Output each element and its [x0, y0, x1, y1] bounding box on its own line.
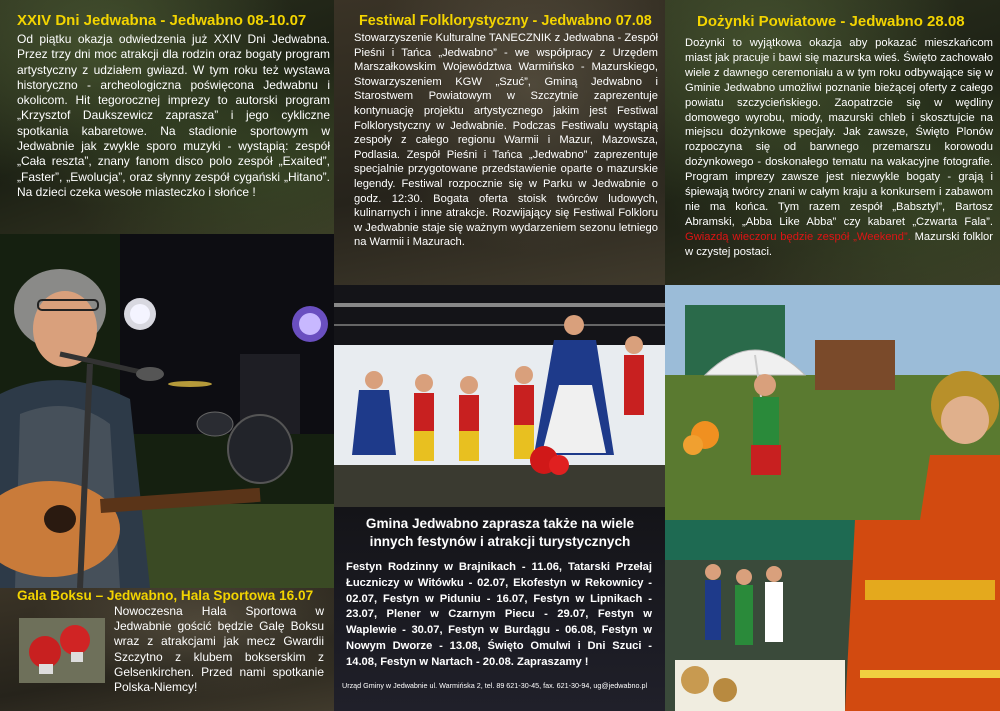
folk-dancers-photo: [334, 285, 665, 507]
middle-text-panel: [334, 0, 665, 285]
boxing-panel: [0, 588, 334, 711]
boxing-gloves-icon: [19, 618, 105, 683]
musician-illustration: [0, 234, 334, 588]
right-text-panel: [665, 0, 1000, 285]
middle-body: Stowarzyszenie Kulturalne TANECZNIK z Jedwabna - Zespół Pieśni i Tańca „Jedwabno” - we współpracy z Urzędem Marszałkowskim Województwa Warmińsko - Mazurskiego, Stowarzyszeniem KGW „Szuć”, Gminą Jedwabno i Starostwem Powiatowym w Szczytnie zaprezentuje kontynuację projektu artystycznego jakim jest Festiwal Folklorystyczny w Jedwabnie. Podczas Festiwalu wystąpią zespoły z całego regionu Warmii i Mazur, Mazowsza, Podlasia. Zespół Pieśni i Tańca „Jedwabno” zaprezentuje specjalnie przygotowane przedstawienie oparte o mazurskie legendy. Festiwal rozpocznie się w Parku w Jedwabnie o godz. 12:30. Bogata oferta stoisk twórców ludowych, kulinarnych i inne atrakcje. Rozwijający się Festiwal Folkloru w Jedwabnie staje się ważnym wydarzeniem sezonu letniego na Warmii i Mazurach.: [354, 32, 658, 249]
market-stalls-photo: [665, 520, 1000, 711]
right-body-main: Dożynki to wyjątkowa okazja aby pokazać mieszkańcom miast jak pracuje i bawi się mazurska wieś. Święto zachowało wiele z dawnego ceremoniału a w tym roku odbywające się w Gminie Jedwabno umożliwi poznanie bieżącej oferty z całego powiatu szczycieńskiego. Zaopatrzcie się w wędliny domowego wyrobu, miody, mazurski chleb i skosztujcie na miejscu dożynkowe specjały. Jak zawsze, Święto Plonów rozpoczyna się od barwnego przemarszu korowodu dożynkowego - doskonałego tematu na wakacyjne fotografie. Program imprezy zawsze jest niezwykle bogaty - grają i śpiewają twórcy znani w całym kraju a konkursem i zabawom nie ma końca. Tym razem zespół „Babsztyl”, Bartosz Abramski, „Abba Like Abba” czy kabaret „Czwarta Fala”.: [685, 37, 993, 228]
right-body-highlight: Gwiazdą wieczoru będzie zespół „Weekend”.: [685, 230, 911, 243]
harvest-illustration: [665, 285, 1000, 520]
stalls-illustration: [665, 520, 1000, 711]
invite-footer: Urząd Gminy w Jedwabnie ul. Warmińska 2, tel. 89 621-30-45, fax. 621-30-94, ug@jedwabno.pl: [342, 681, 648, 690]
musician-photo: [0, 234, 334, 588]
right-body-end: Mazurski folklor w czystej postaci.: [685, 230, 994, 258]
left-text-panel: [0, 0, 334, 234]
invite-body: Festyn Rodzinny w Brajnikach - 11.06, Tatarski Przełaj Łuczniczy w Witówku - 02.07, Ekofestyn w Rekownicy - 02.07, Festyn w Piduniu - 16.07, Festyn w Lipnikach - 23.07, Plener w Czarnym Piecu - 29.07, Festyn w Waplewie - 30.07, Festyn w Burdągu - 06.08, Festyn w Nowym Dworze - 13.08, Święto Omulwi i Dni Szuci - 14.08, Festyn w Nartach - 20.08. Zapraszamy !: [346, 561, 652, 668]
boxing-gloves-photo: [19, 618, 105, 683]
boxing-body: Nowoczesna Hala Sportowa w Jedwabnie gościć będzie Galę Boksu wraz z atrakcjami jak mecz Gwardii Szczytno z klubem bokserskim z Gelsenkirchen. Przed nami spotkanie Polska-Niemcy!: [114, 604, 324, 695]
middle-title: Festiwal Folklorystyczny - Jedwabno 07.08: [359, 13, 652, 29]
left-body: Od piątku okazja odwiedzenia już XXIV Dni Jedwabna. Przez trzy dni moc atrakcji dla rodzin oraz bogaty program artystyczny z udziałem gwiazd. W tym roku też wystawa historyczno - archeologiczna poświęcona Jedwabnu i okolicom. Hit tegorocznej imprezy to autorski program „Krzysztof Daukszewicz zaprasza” i jego cykliczne spotkania kabaretowe. Na stadionie sportowym w Jedwabnie jak zwykle sporo muzyki - wystąpią: zespół „Cała reszta”, znany fanom disco polo zespół „Exaited”, „Faster”, „Ewolucja”, oraz słynny zespół cygański „Hitano”. Na dzieci czeka wesołe miasteczko i słońce !: [17, 32, 330, 199]
right-title: Dożynki Powiatowe - Jedwabno 28.08: [697, 13, 965, 30]
right-body: [685, 36, 993, 260]
left-title: XXIV Dni Jedwabna - Jedwabno 08-10.07: [17, 12, 307, 29]
invite-panel: [334, 507, 665, 711]
folk-dancers-illustration: [334, 285, 665, 507]
harvest-festival-photo: [665, 285, 1000, 520]
invite-title: Gmina Jedwabno zaprasza także na wiele innych festynów i atrakcji turystycznych: [365, 516, 635, 549]
boxing-title: Gala Boksu – Jedwabno, Hala Sportowa 16.07: [17, 588, 314, 603]
